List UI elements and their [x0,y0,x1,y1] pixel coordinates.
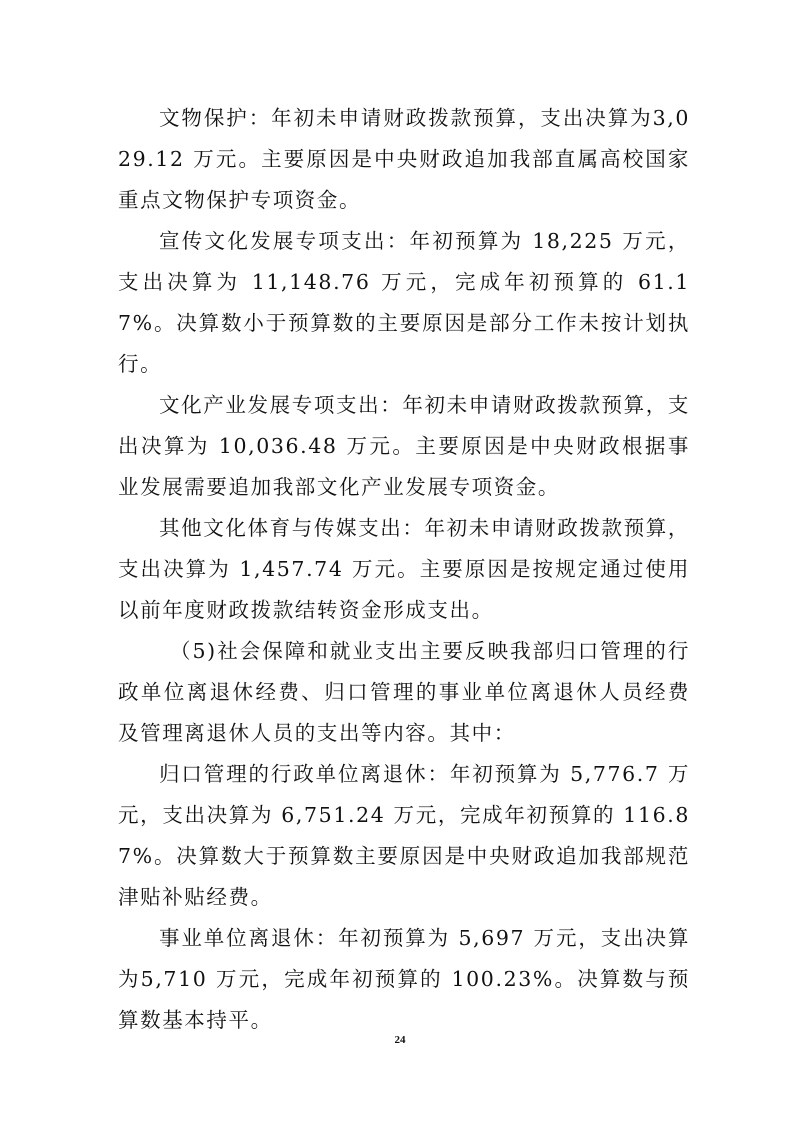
paragraph-cultural-industry-fund: 文化产业发展专项支出：年初未申请财政拨款预算，支出决算为 10,036.48 万元。主要原因是中央财政根据事业发展需要追加我部文化产业发展专项资金。 [118,393,690,499]
paragraph-social-security-section: （5)社会保障和就业支出主要反映我部归口管理的行政单位离退休经费、归口管理的事业单位离退休人员经费及管理离退休人员的支出等内容。其中： [118,639,690,745]
paragraph-publicity-culture-fund: 宣传文化发展专项支出：年初预算为 18,225 万元，支出决算为 11,148.76 万元，完成年初预算的 61.17%。决算数小于预算数的主要原因是部分工作未按计划执行。 [118,229,690,376]
paragraph-admin-unit-retirement: 归口管理的行政单位离退休：年初预算为 5,776.7 万元，支出决算为 6,751.24 万元，完成年初预算的 116.87%。决算数大于预算数主要原因是中央财政追加我部规范津贴补贴经费。 [118,762,690,909]
paragraph-public-institution-retirement: 事业单位离退休：年初预算为 5,697 万元，支出决算为5,710 万元，完成年初预算的 100.23%。决算数与预算数基本持平。 [118,926,690,1032]
paragraph-other-culture-media: 其他文化体育与传媒支出：年初未申请财政拨款预算，支出决算为 1,457.74 万元。主要原因是按规定通过使用以前年度财政拨款结转资金形成支出。 [118,516,690,622]
paragraph-cultural-relics-protection: 文物保护：年初未申请财政拨款预算，支出决算为3,029.12 万元。主要原因是中央财政追加我部直属高校国家重点文物保护专项资金。 [118,106,690,212]
page-number: 24 [394,1034,406,1046]
body-text [118,98,690,1041]
